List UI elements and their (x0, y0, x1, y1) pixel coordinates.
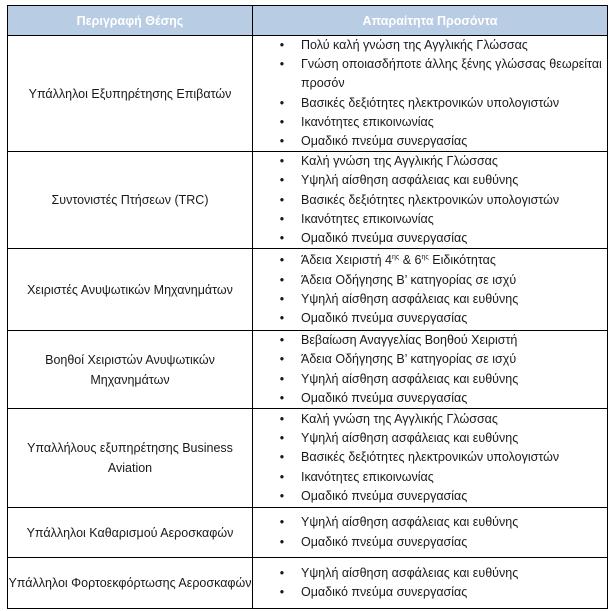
bullet-icon: • (279, 534, 285, 549)
requirement-item (253, 410, 607, 429)
requirement-item (253, 132, 607, 151)
requirement-text: Υψηλή αίσθηση ασφάλειας και ευθύνης (301, 515, 519, 530)
requirement-item (253, 229, 607, 248)
requirement-text: Άδεια Χειριστή $4^{\eta\varsigma}$ & $6^{\eta\varsigma}$ Ειδικότητας (301, 253, 496, 268)
requirement-text: Άδεια Οδήγησης Β’ κατηγορίας σε ισχύ (301, 272, 517, 287)
requirements-cell (253, 558, 608, 609)
bullet-icon: • (279, 173, 285, 188)
position-title: Υπάλληλοι Καθαρισμού Αεροσκαφών (8, 508, 253, 558)
requirements-list (253, 564, 607, 602)
bullet-icon: • (279, 154, 285, 169)
requirements-list (253, 331, 607, 408)
requirement-text: Άδεια Οδήγησης Β’ κατηγορίας σε ισχύ (301, 352, 517, 367)
bullet-icon: • (279, 211, 285, 226)
requirements-list (253, 36, 607, 151)
requirement-item (253, 55, 607, 93)
bullet-icon: • (279, 95, 285, 110)
requirement-item (253, 94, 607, 113)
requirement-text: Βασικές δεξιότητες ηλεκτρονικών υπολογιστών (301, 95, 560, 110)
bullet-icon: • (279, 390, 285, 405)
requirements-list (253, 410, 607, 506)
bullet-icon: • (279, 57, 285, 72)
requirement-text: Ικανότητες επικοινωνίας (301, 114, 434, 129)
position-title: Χειριστές Ανυψωτικών Μηχανημάτων (8, 249, 253, 331)
requirement-text: Υψηλή αίσθηση ασφάλειας και ευθύνης (301, 371, 519, 386)
requirement-text: Υψηλή αίσθηση ασφάλειας και ευθύνης (301, 565, 519, 580)
column-header-position: Περιγραφή Θέσης (8, 6, 253, 36)
requirement-text: Υψηλή αίσθηση ασφάλειας και ευθύνης (301, 173, 519, 188)
requirements-cell (253, 152, 608, 249)
requirement-text: Ομαδικό πνεύμα συνεργασίας (301, 134, 468, 149)
requirement-item (253, 350, 607, 369)
requirement-text: Πολύ καλή γνώση της Αγγλικής Γλώσσας (301, 38, 528, 52)
requirement-item (253, 389, 607, 408)
requirement-item (253, 113, 607, 132)
requirement-text: Ομαδικό πνεύμα συνεργασίας (301, 488, 468, 503)
table-row (8, 152, 608, 249)
requirement-item (253, 36, 607, 55)
requirement-text: Ικανότητες επικοινωνίας (301, 211, 434, 226)
requirements-list (253, 513, 607, 551)
requirement-item (253, 468, 607, 487)
bullet-icon: • (279, 333, 285, 348)
requirements-cell (253, 331, 608, 409)
requirement-item (253, 513, 607, 532)
requirement-text: Ομαδικό πνεύμα συνεργασίας (301, 585, 468, 600)
bullet-icon: • (279, 114, 285, 129)
requirement-text: Υψηλή αίσθηση ασφάλειας και ευθύνης (301, 431, 519, 446)
requirement-item (253, 370, 607, 389)
bullet-icon: • (279, 371, 285, 386)
requirement-item (253, 251, 607, 270)
requirement-text: Ομαδικό πνεύμα συνεργασίας (301, 231, 468, 246)
requirement-text: Γνώση οποιασδήποτε άλλης ξένης γλώσσας θεωρείται προσόν (301, 57, 602, 91)
bullet-icon: • (279, 134, 285, 149)
requirement-item (253, 290, 607, 309)
bullet-icon: • (279, 469, 285, 484)
position-title: Βοηθοί Χειριστών Ανυψωτικών Μηχανημάτων (8, 331, 253, 409)
bullet-icon: • (279, 192, 285, 207)
bullet-icon: • (279, 585, 285, 600)
bullet-icon: • (279, 515, 285, 530)
bullet-icon: • (279, 352, 285, 367)
column-header-requirements: Απαραίτητα Προσόντα (253, 6, 608, 36)
requirements-cell (253, 249, 608, 331)
bullet-icon: • (279, 38, 285, 52)
bullet-icon: • (279, 253, 285, 268)
position-title: Συντονιστές Πτήσεων (TRC) (8, 152, 253, 249)
position-title: Υπαλλήλους εξυπηρέτησης Business Aviation (8, 409, 253, 508)
position-title: Υπάλληλοι Φορτοεκφόρτωσης Αεροσκαφών (8, 558, 253, 609)
requirement-item (253, 191, 607, 210)
requirement-item (253, 271, 607, 290)
bullet-icon: • (279, 231, 285, 246)
requirement-text: Ομαδικό πνεύμα συνεργασίας (301, 310, 468, 325)
requirement-text: Ομαδικό πνεύμα συνεργασίας (301, 390, 468, 405)
requirement-text: Βασικές δεξιότητες ηλεκτρονικών υπολογιστών (301, 450, 560, 465)
bullet-icon: • (279, 272, 285, 287)
table-row (8, 331, 608, 409)
requirement-item (253, 583, 607, 602)
requirement-item (253, 331, 607, 350)
job-requirements-table (7, 5, 608, 609)
requirement-item (253, 152, 607, 171)
requirement-item (253, 487, 607, 506)
requirement-item (253, 210, 607, 229)
ordinal-suffix: ης (391, 254, 400, 262)
bullet-icon: • (279, 310, 285, 325)
requirement-item (253, 429, 607, 448)
table-row (8, 249, 608, 331)
ordinal-suffix: ης (421, 254, 429, 262)
requirement-text: Καλή γνώση της Αγγλικής Γλώσσας (301, 154, 498, 169)
requirement-item (253, 533, 607, 552)
table-row (8, 409, 608, 508)
requirement-text: Βεβαίωση Αναγγελίας Βοηθού Χειριστή (301, 333, 518, 348)
requirements-cell (253, 508, 608, 558)
requirement-item (253, 448, 607, 467)
table-row (8, 508, 608, 558)
table-row (8, 36, 608, 152)
bullet-icon: • (279, 412, 285, 427)
bullet-icon: • (279, 431, 285, 446)
table-row (8, 558, 608, 609)
table-body (8, 36, 608, 609)
position-title: Υπάλληλοι Εξυπηρέτησης Επιβατών (8, 36, 253, 152)
bullet-icon: • (279, 450, 285, 465)
requirement-item (253, 564, 607, 583)
requirements-cell (253, 409, 608, 508)
requirement-text: Βασικές δεξιότητες ηλεκτρονικών υπολογιστών (301, 192, 560, 207)
table-header-row (8, 6, 608, 36)
requirement-item (253, 309, 607, 328)
bullet-icon: • (279, 291, 285, 306)
requirement-text: Καλή γνώση της Αγγλικής Γλώσσας (301, 412, 498, 427)
requirements-list (253, 152, 607, 248)
requirement-text: Ομαδικό πνεύμα συνεργασίας (301, 534, 468, 549)
bullet-icon: • (279, 488, 285, 503)
requirement-text: Ικανότητες επικοινωνίας (301, 469, 434, 484)
bullet-icon: • (279, 565, 285, 580)
requirement-text: Υψηλή αίσθηση ασφάλειας και ευθύνης (301, 291, 519, 306)
requirements-list (253, 251, 607, 328)
requirements-cell (253, 36, 608, 152)
requirement-item (253, 171, 607, 190)
